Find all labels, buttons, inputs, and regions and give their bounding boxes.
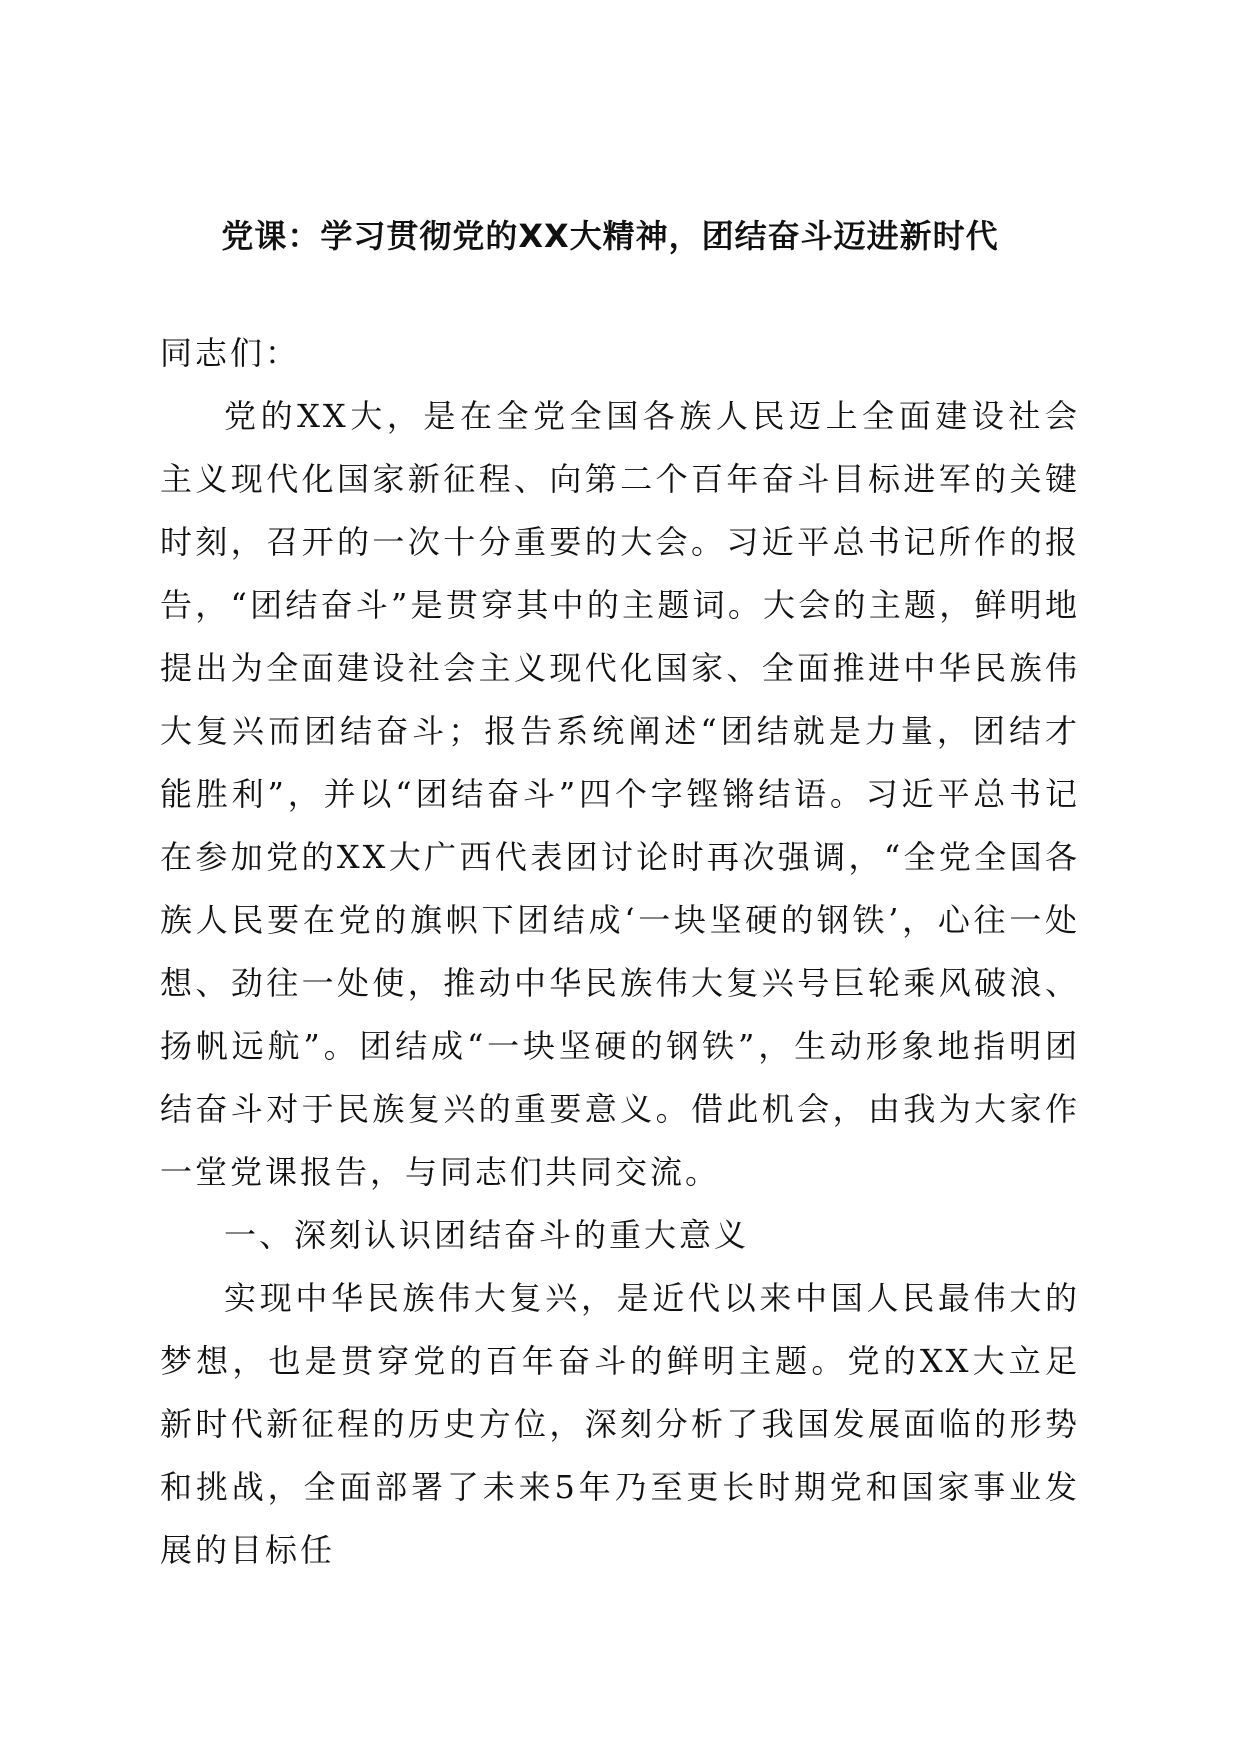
paragraph-section-1: 实现中华民族伟大复兴，是近代以来中国人民最伟大的梦想，也是贯穿党的百年奋斗的鲜明主题。党的XX大立足新时代新征程的历史方位，深刻分析了我国发展面临的形势和挑战，全面部署了未来5年乃至更长时期党和国家事业发展的目标任 [160,1279,1080,1569]
document-title: 党课：学习贯彻党的XX大精神，团结奋斗迈进新时代 [221,217,999,255]
paragraph-intro: 党的XX大，是在全党全国各族人民迈上全面建设社会主义现代化国家新征程、向第二个百年奋斗目标进军的关键时刻，召开的一次十分重要的大会。习近平总书记所作的报告，“团结奋斗”是贯穿其中的主题词。大会的主题，鲜明地提出为全面建设社会主义现代化国家、全面推进中华民族伟大复兴而团结奋斗；报告系统阐述“团结就是力量，团结才能胜利”，并以“团结奋斗”四个字铿锵结语。习近平总书记在参加党的XX大广西代表团讨论时再次强调，“全党全国各族人民要在党的旗帜下团结成‘一块坚硬的钢铁’，心往一处想、劲往一处使，推动中华民族伟大复兴号巨轮乘风破浪、扬帆远航”。团结成“一块坚硬的钢铁”，生动形象地指明团结奋斗对于民族复兴的重要意义。借此机会，由我为大家作一堂党课报告，与同志们共同交流。 [160,397,1080,1191]
document-body [160,322,1080,1582]
section-heading-1: 一、深刻认识团结奋斗的重大意义 [224,1216,750,1254]
salutation: 同志们： [160,334,301,372]
